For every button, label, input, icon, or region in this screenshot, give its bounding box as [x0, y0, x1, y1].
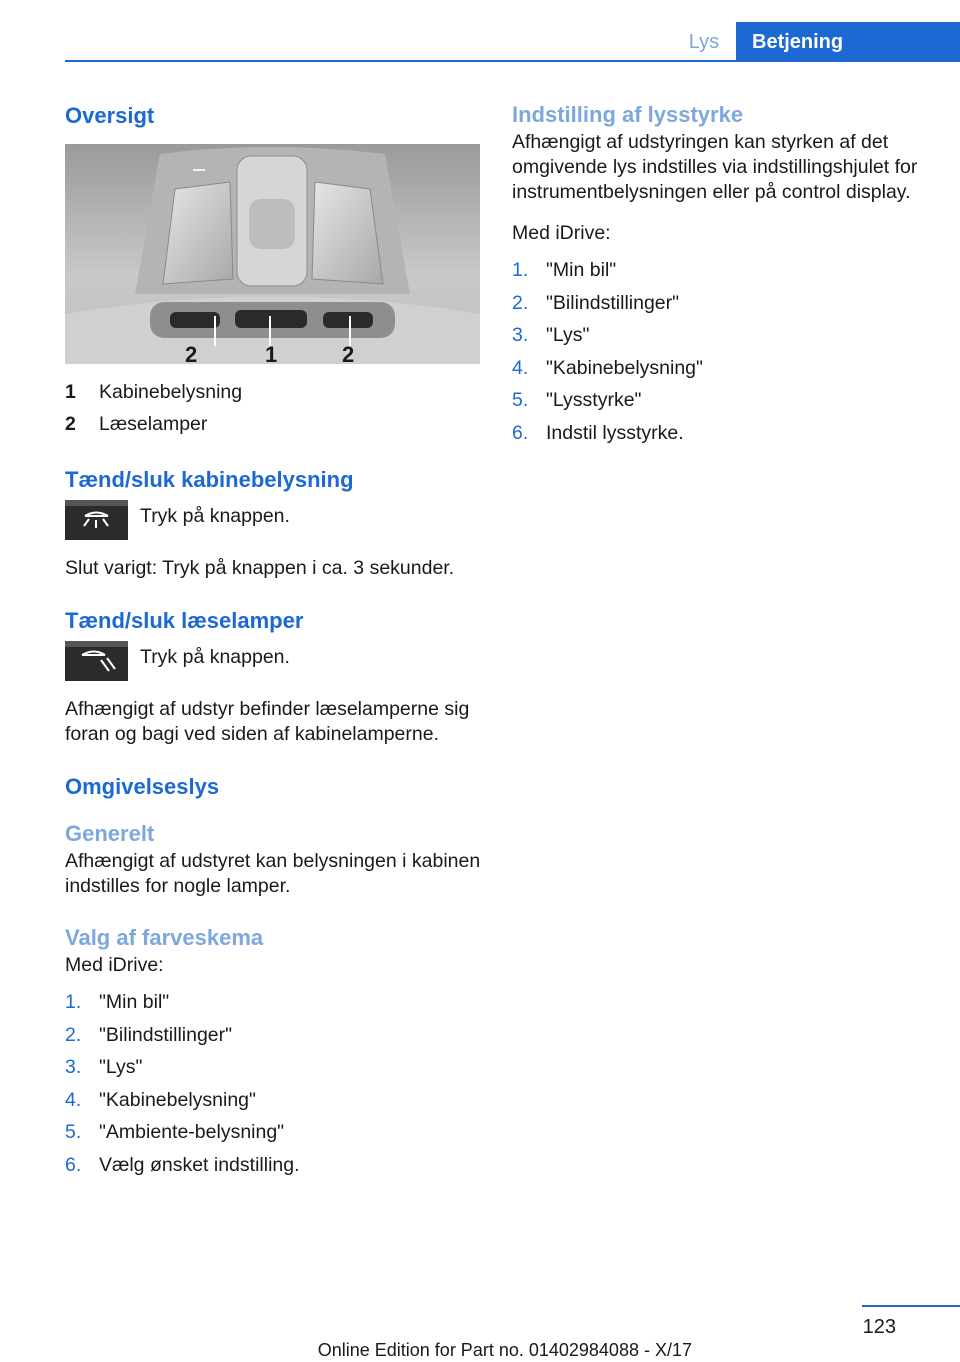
reading-light-text: Tryk på knappen.: [140, 646, 290, 668]
list-item: [512, 352, 922, 385]
photo-callout-left: 2: [185, 342, 198, 364]
step-number: 1.: [65, 991, 82, 1013]
header-section-label: Lys: [688, 30, 720, 53]
legend-number: 1: [65, 381, 76, 403]
list-item: [512, 417, 922, 450]
step-text: "Lys": [99, 1056, 143, 1078]
step-number: 4.: [512, 356, 529, 379]
legend-number: 2: [65, 413, 76, 435]
step-number: 3.: [512, 324, 529, 346]
list-item: [65, 1084, 485, 1117]
cabin-light-heading: Tænd/sluk kabinebelysning: [65, 467, 354, 492]
list-item: [512, 319, 922, 352]
step-text: "Lys": [546, 324, 590, 346]
step-text: "Bilindstillinger": [546, 291, 680, 314]
step-number: 2.: [512, 291, 529, 314]
step-number: 2.: [65, 1023, 82, 1046]
step-text: "Kabinebelysning": [546, 356, 703, 379]
edition-note: Online Edition for Part no. 01402984088 - X/17: [317, 1340, 692, 1360]
cabin-light-text: Tryk på knappen.: [140, 505, 290, 527]
color-scheme-steps: [65, 986, 485, 1181]
reading-light-instruction: [65, 641, 485, 681]
legend-label: Læselamper: [99, 413, 208, 435]
step-text: "Min bil": [546, 259, 617, 281]
right-column: [512, 100, 922, 449]
list-item: [512, 384, 922, 417]
cabin-light-instruction: [65, 500, 485, 540]
reading-light-button-icon: [65, 641, 128, 681]
list-item: [512, 287, 922, 320]
list-item: [65, 1149, 485, 1182]
left-column: [65, 100, 485, 1181]
page-number: 123: [862, 1316, 896, 1338]
header-rule: [65, 60, 960, 62]
step-text: "Lysstyrke": [546, 389, 642, 411]
step-number: 4.: [65, 1088, 82, 1111]
reading-light-heading: Tænd/sluk læselamper: [65, 608, 304, 633]
list-item: [65, 1019, 485, 1052]
list-item: [65, 1116, 485, 1149]
general-subheading: Generelt: [65, 821, 155, 846]
step-number: 6.: [65, 1153, 82, 1176]
cabin-light-permanent: Slut varigt: Tryk på knappen i ca. 3 sekunder.: [65, 557, 455, 579]
photo-callout-center: 1: [265, 342, 278, 364]
legend-item: [65, 376, 485, 408]
step-number: 1.: [512, 259, 529, 281]
roof-console-photo: [65, 144, 480, 364]
photo-legend: [65, 376, 485, 440]
step-number: 6.: [512, 421, 529, 444]
brightness-intro: Med iDrive:: [512, 222, 611, 244]
list-item: [512, 254, 922, 287]
legend-item: [65, 408, 485, 440]
brightness-steps: [512, 254, 922, 449]
cabin-light-button-icon: [65, 500, 128, 540]
step-number: 5.: [65, 1121, 82, 1143]
header-chapter-tab: Betjening: [736, 22, 960, 62]
step-number: 3.: [65, 1056, 82, 1078]
legend-label: Kabinebelysning: [99, 381, 243, 403]
footer-rule: [862, 1305, 960, 1307]
list-item: [65, 986, 485, 1019]
brightness-subheading: Indstilling af lysstyrke: [512, 102, 744, 127]
step-text: "Bilindstillinger": [99, 1023, 233, 1046]
brightness-text: Afhængigt af udstyringen kan styrken af det omgivende lys indstilles via indstillingshjulet for instrumentbelysningen eller på control display.: [512, 131, 918, 203]
step-text: "Kabinebelysning": [99, 1088, 256, 1111]
general-text: Afhængigt af udstyret kan belysningen i kabinen indstilles for nogle lamper.: [65, 850, 481, 897]
step-text: Indstil lysstyrke.: [546, 421, 684, 444]
step-text: Vælg ønsket indstilling.: [99, 1153, 300, 1176]
color-scheme-subheading: Valg af farveskema: [65, 925, 264, 950]
step-text: "Min bil": [99, 991, 170, 1013]
oversigt-heading: Oversigt: [65, 103, 155, 128]
step-number: 5.: [512, 389, 529, 411]
reading-light-note: Afhængigt af udstyr befinder læselamperne sig foran og bagi ved siden af kabinelamperne.: [65, 698, 470, 745]
step-text: "Ambiente-belysning": [99, 1121, 285, 1143]
photo-callout-right: 2: [342, 342, 355, 364]
color-scheme-intro: Med iDrive:: [65, 954, 164, 976]
list-item: [65, 1051, 485, 1084]
ambient-heading: Omgivelseslys: [65, 774, 220, 799]
